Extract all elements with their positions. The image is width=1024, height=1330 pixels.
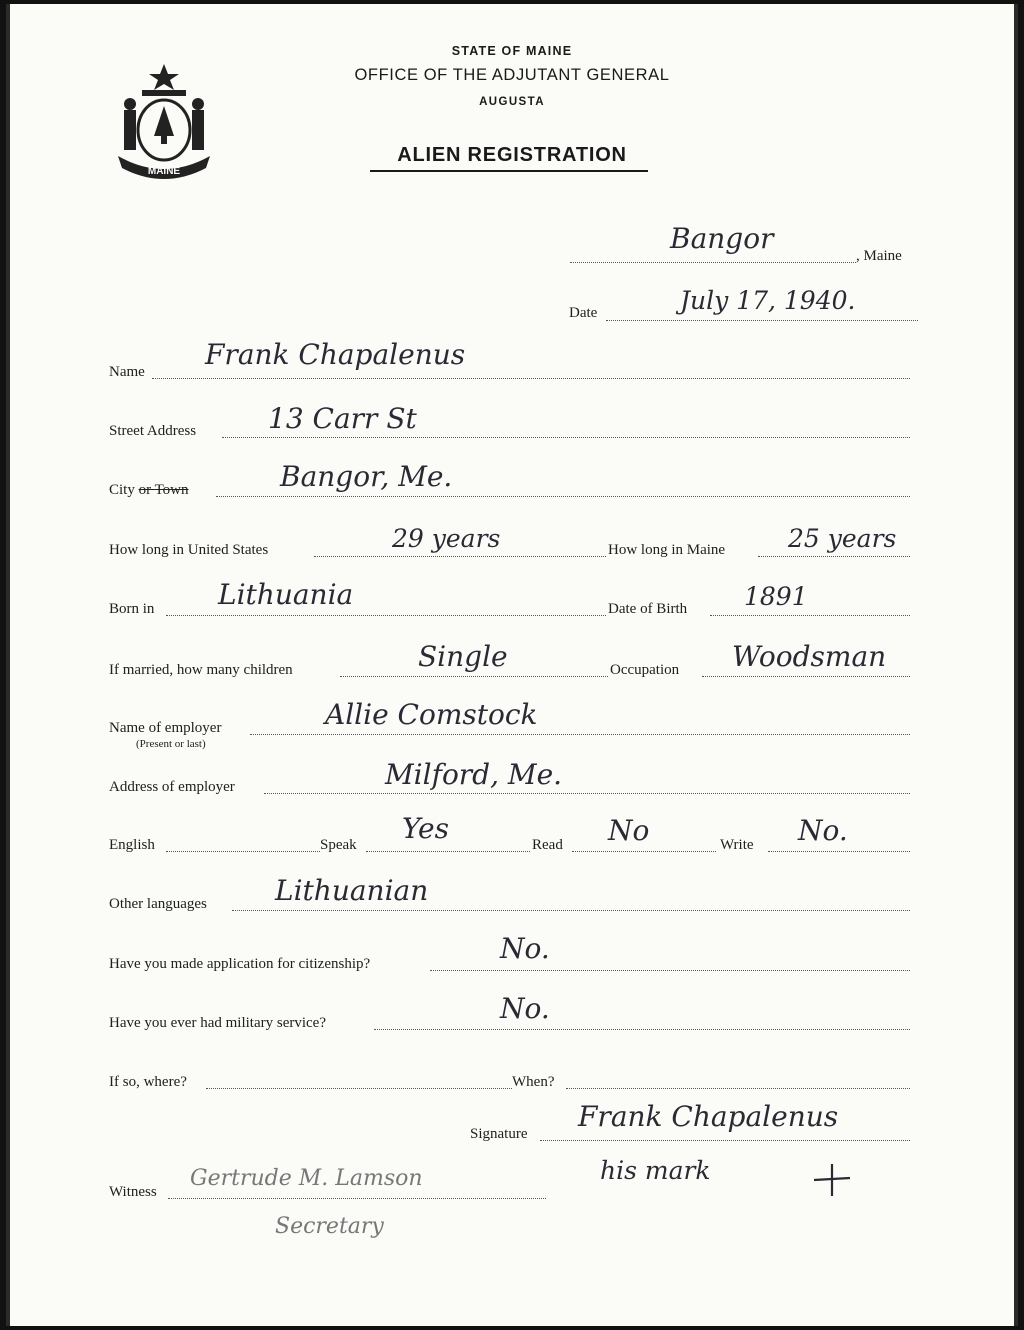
date-line <box>606 320 918 321</box>
us-entry: 29 years <box>392 524 501 553</box>
name-entry: Frank Chapalenus <box>205 338 466 371</box>
maine-entry: 25 years <box>788 524 897 553</box>
his-mark-text: his mark <box>600 1156 711 1185</box>
signature-label: Signature <box>470 1126 528 1142</box>
place-line <box>570 262 856 263</box>
name-line <box>152 378 910 379</box>
witness-entry: Gertrude M. Lamson <box>190 1166 423 1191</box>
witness-line <box>168 1198 546 1199</box>
born-entry: Lithuania <box>218 578 354 611</box>
title-underline <box>370 170 648 172</box>
signature-entry: Frank Chapalenus <box>578 1100 839 1133</box>
other-languages-line <box>232 910 910 911</box>
maine-label: How long in Maine <box>608 542 726 558</box>
employer-sublabel: (Present or last) <box>136 738 206 750</box>
signature-line <box>540 1140 910 1141</box>
military-entry: No. <box>500 992 550 1025</box>
maine-line <box>758 556 910 557</box>
employer-address-entry: Milford, Me. <box>385 758 563 791</box>
form-title: ALIEN REGISTRATION <box>397 144 627 166</box>
city-line <box>216 496 910 497</box>
other-languages-entry: Lithuanian <box>275 874 429 907</box>
date-label: Date <box>569 305 598 321</box>
children-label: If married, how many children <box>109 662 293 678</box>
where-line <box>206 1088 512 1089</box>
read-entry: No <box>608 814 650 847</box>
city-label: City or Town <box>109 482 189 498</box>
employer-address-line <box>264 793 910 794</box>
witness-title: Secretary <box>275 1214 384 1239</box>
employer-address-label: Address of employer <box>109 779 235 795</box>
speak-label: Speak <box>320 837 357 853</box>
citizenship-line <box>430 970 910 971</box>
speak-line <box>366 851 530 852</box>
employer-label: Name of employer <box>109 720 222 736</box>
read-label: Read <box>532 837 563 853</box>
street-line <box>222 437 910 438</box>
born-label: Born in <box>109 601 155 617</box>
dob-line <box>710 615 910 616</box>
write-entry: No. <box>798 814 848 847</box>
us-label: How long in United States <box>109 542 269 558</box>
dob-entry: 1891 <box>744 582 808 611</box>
english-line <box>166 851 320 852</box>
name-label: Name <box>109 364 145 380</box>
when-label: When? <box>512 1074 555 1090</box>
write-line <box>768 851 910 852</box>
when-line <box>566 1088 910 1089</box>
place-entry: Bangor <box>670 222 774 255</box>
header-office: OFFICE OF THE ADJUTANT GENERAL <box>354 66 670 84</box>
born-line <box>166 615 606 616</box>
header-city: AUGUSTA <box>479 96 545 108</box>
header-state: STATE OF MAINE <box>451 44 573 58</box>
street-entry: 13 Carr St <box>268 402 417 435</box>
date-entry: July 17, 1940. <box>680 286 856 315</box>
citizenship-label: Have you made application for citizenship? <box>109 956 371 972</box>
where-label: If so, where? <box>109 1074 187 1090</box>
occupation-label: Occupation <box>610 662 680 678</box>
occupation-entry: Woodsman <box>732 640 887 673</box>
other-languages-label: Other languages <box>109 896 207 912</box>
employer-line <box>250 734 910 735</box>
children-line <box>340 676 608 677</box>
children-entry: Single <box>418 640 508 673</box>
military-line <box>374 1029 910 1030</box>
employer-entry: Allie Comstock <box>325 698 538 731</box>
place-suffix: , Maine <box>856 248 902 264</box>
us-line <box>314 556 606 557</box>
citizenship-entry: No. <box>500 932 550 965</box>
write-label: Write <box>720 837 754 853</box>
city-entry: Bangor, Me. <box>280 460 453 493</box>
read-line <box>572 851 716 852</box>
seal-banner-text: MAINE <box>147 166 181 177</box>
cross-mark-icon <box>812 1160 852 1200</box>
occupation-line <box>702 676 910 677</box>
street-label: Street Address <box>109 423 197 439</box>
military-label: Have you ever had military service? <box>109 1015 326 1031</box>
witness-label: Witness <box>109 1184 157 1200</box>
dob-label: Date of Birth <box>608 601 688 617</box>
english-label: English <box>109 837 155 853</box>
speak-entry: Yes <box>402 812 449 845</box>
